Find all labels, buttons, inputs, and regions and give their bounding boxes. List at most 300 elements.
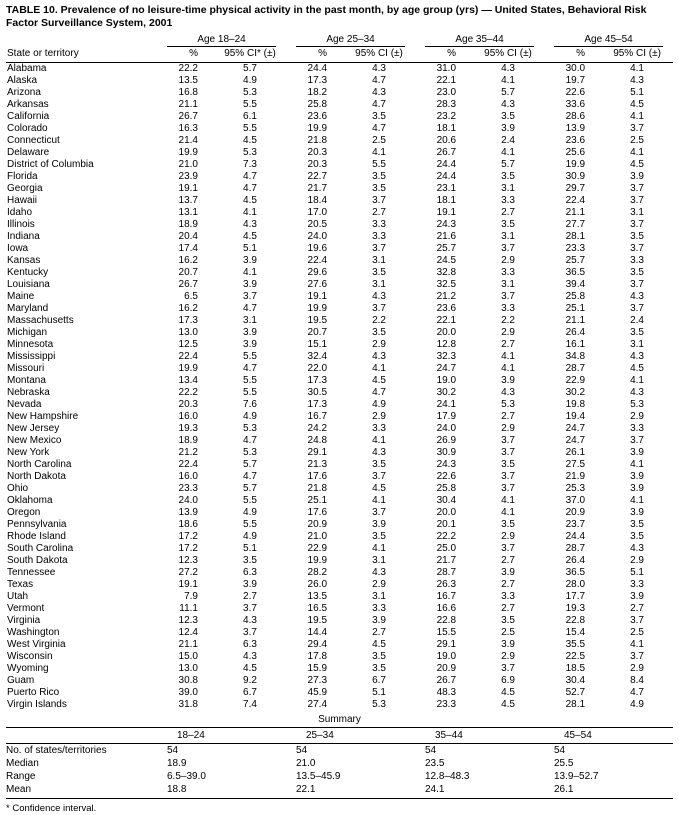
pct-value: 22.6 xyxy=(565,87,586,98)
ci-value: 5.7 xyxy=(501,159,515,170)
pct-value: 26.9 xyxy=(436,435,457,446)
ci-value: 2.9 xyxy=(501,423,515,434)
pct-value: 29.1 xyxy=(307,447,328,458)
ci-value: 3.1 xyxy=(372,591,386,602)
pct-value: 21.1 xyxy=(565,315,586,326)
pct-value: 17.2 xyxy=(178,543,198,554)
pct-value: 19.9 xyxy=(565,159,586,170)
pct-value: 26.7 xyxy=(436,147,457,158)
ci-value: 3.7 xyxy=(372,507,386,518)
pct-value: 16.2 xyxy=(178,303,198,314)
ci-value: 3.7 xyxy=(501,447,515,458)
pct-value: 20.6 xyxy=(436,135,457,146)
pct-value: 21.2 xyxy=(178,447,198,458)
pct-value: 22.9 xyxy=(565,375,586,386)
pct-value: 16.7 xyxy=(436,591,457,602)
summary-value: 23.5 xyxy=(425,758,445,769)
table-row xyxy=(6,303,673,315)
pct-value: 30.8 xyxy=(178,675,198,686)
ci-value: 3.9 xyxy=(372,519,386,530)
state-name: Texas xyxy=(7,579,34,590)
ci-value: 4.3 xyxy=(372,63,386,74)
pct-value: 28.1 xyxy=(565,231,586,242)
ci-value: 5.5 xyxy=(243,123,257,134)
ci-value: 3.5 xyxy=(630,531,644,542)
ci-value: 3.7 xyxy=(630,183,644,194)
ci-value: 4.1 xyxy=(501,351,515,362)
pct-value: 24.7 xyxy=(565,423,586,434)
ci-value: 2.5 xyxy=(630,627,644,638)
ci-value: 3.9 xyxy=(630,471,644,482)
table-row xyxy=(6,339,673,351)
ci-value: 2.9 xyxy=(372,339,386,350)
table-row xyxy=(6,555,673,567)
pct-value: 29.4 xyxy=(307,639,328,650)
pct-value: 13.0 xyxy=(178,663,198,674)
ci-value: 4.1 xyxy=(630,639,644,650)
age-group-label: Age 45–54 xyxy=(554,34,663,47)
ci-value: 4.5 xyxy=(243,231,257,242)
ci-value: 3.9 xyxy=(501,639,515,650)
table-row xyxy=(6,663,673,675)
pct-value: 19.5 xyxy=(307,615,328,626)
pct-value: 12.3 xyxy=(178,555,198,566)
summary-value: 54 xyxy=(167,745,179,756)
ci-column-header: 95% CI (±) xyxy=(601,47,673,63)
pct-value: 20.3 xyxy=(178,399,198,410)
pct-value: 19.0 xyxy=(436,375,457,386)
pct-value: 23.6 xyxy=(436,303,457,314)
state-name: Missouri xyxy=(7,363,45,374)
pct-value: 18.4 xyxy=(307,195,328,206)
pct-value: 22.7 xyxy=(307,171,328,182)
pct-value: 30.2 xyxy=(565,387,586,398)
pct-value: 22.5 xyxy=(565,651,586,662)
pct-value: 28.7 xyxy=(565,543,586,554)
state-name: District of Columbia xyxy=(7,159,94,170)
ci-value: 3.9 xyxy=(630,171,644,182)
state-name: Mississippi xyxy=(7,351,56,362)
ci-value: 3.9 xyxy=(630,591,644,602)
table-row xyxy=(6,171,673,183)
pct-value: 13.1 xyxy=(178,207,198,218)
table-row xyxy=(6,375,673,387)
pct-value: 17.3 xyxy=(307,399,328,410)
ci-value: 4.7 xyxy=(243,303,257,314)
ci-value: 4.9 xyxy=(630,699,644,710)
ci-value: 2.9 xyxy=(630,411,644,422)
ci-value: 3.5 xyxy=(630,267,644,278)
state-name: Arkansas xyxy=(7,99,49,110)
pct-value: 21.3 xyxy=(307,459,328,470)
ci-value: 3.1 xyxy=(372,279,386,290)
ci-value: 4.7 xyxy=(372,75,386,86)
pct-value: 30.4 xyxy=(565,675,586,686)
state-name: Maryland xyxy=(7,303,49,314)
pct-value: 26.4 xyxy=(565,327,586,338)
state-name: New York xyxy=(7,447,50,458)
ci-value: 4.3 xyxy=(501,99,515,110)
pct-value: 29.1 xyxy=(436,639,457,650)
pct-value: 24.4 xyxy=(307,63,328,74)
pct-value: 25.7 xyxy=(436,243,457,254)
ci-value: 4.5 xyxy=(630,99,644,110)
pct-value: 22.0 xyxy=(307,363,328,374)
pct-value: 52.7 xyxy=(565,687,586,698)
ci-value: 3.5 xyxy=(372,171,386,182)
pct-value: 21.7 xyxy=(307,183,328,194)
pct-value: 20.3 xyxy=(307,147,328,158)
state-name: Kentucky xyxy=(7,267,49,278)
ci-value: 3.9 xyxy=(243,327,257,338)
pct-value: 20.7 xyxy=(307,327,328,338)
spacer-cell xyxy=(6,728,157,744)
summary-value: 12.8–48.3 xyxy=(425,771,470,782)
pct-value: 20.9 xyxy=(436,663,457,674)
table-row xyxy=(6,459,673,471)
table-row xyxy=(6,255,673,267)
table-row xyxy=(6,651,673,663)
ci-value: 2.9 xyxy=(501,255,515,266)
summary-rows xyxy=(6,744,673,799)
state-name: Louisiana xyxy=(7,279,50,290)
pct-value: 20.9 xyxy=(565,507,586,518)
ci-value: 4.7 xyxy=(372,99,386,110)
ci-value: 3.9 xyxy=(501,567,515,578)
state-name: Utah xyxy=(7,591,29,602)
state-name: Indiana xyxy=(7,231,40,242)
pct-value: 25.1 xyxy=(565,303,586,314)
state-name: Oklahoma xyxy=(7,495,53,506)
pct-value: 22.4 xyxy=(565,195,586,206)
pct-value: 25.6 xyxy=(565,147,586,158)
pct-value: 19.1 xyxy=(178,183,198,194)
pct-value: 27.3 xyxy=(307,675,328,686)
ci-value: 4.5 xyxy=(243,195,257,206)
ci-value: 4.3 xyxy=(372,87,386,98)
ci-value: 4.7 xyxy=(243,171,257,182)
footnote: * Confidence interval. xyxy=(6,803,97,814)
ci-value: 7.3 xyxy=(243,159,257,170)
ci-value: 5.3 xyxy=(243,147,257,158)
pct-value: 31.0 xyxy=(436,63,457,74)
table-row xyxy=(6,351,673,363)
pct-value: 28.0 xyxy=(565,579,586,590)
state-name: West Virginia xyxy=(7,639,66,650)
table-row xyxy=(6,99,673,111)
ci-value: 3.5 xyxy=(372,531,386,542)
pct-value: 22.1 xyxy=(436,315,457,326)
ci-value: 3.7 xyxy=(501,291,515,302)
pct-value: 24.4 xyxy=(565,531,586,542)
pct-value: 18.1 xyxy=(436,195,457,206)
ci-value: 5.1 xyxy=(243,243,257,254)
state-name: Nebraska xyxy=(7,387,50,398)
pct-value: 20.7 xyxy=(178,267,198,278)
ci-value: 3.1 xyxy=(501,279,515,290)
ci-value: 3.1 xyxy=(372,255,386,266)
pct-value: 30.5 xyxy=(307,387,328,398)
pct-value: 25.8 xyxy=(436,483,457,494)
table-row xyxy=(6,639,673,651)
table-row xyxy=(6,471,673,483)
percent-column-header: % xyxy=(286,47,343,63)
column-header-row xyxy=(6,47,673,63)
pct-value: 23.0 xyxy=(436,87,457,98)
ci-value: 4.9 xyxy=(372,399,386,410)
ci-value: 5.1 xyxy=(630,567,644,578)
pct-value: 33.6 xyxy=(565,99,586,110)
ci-value: 4.1 xyxy=(630,375,644,386)
ci-value: 4.5 xyxy=(630,159,644,170)
pct-value: 32.3 xyxy=(436,351,457,362)
ci-value: 5.5 xyxy=(372,159,386,170)
table-row xyxy=(6,591,673,603)
state-name: Wyoming xyxy=(7,663,49,674)
ci-value: 3.7 xyxy=(630,243,644,254)
pct-value: 31.8 xyxy=(178,699,198,710)
pct-value: 30.2 xyxy=(436,387,457,398)
pct-value: 26.3 xyxy=(436,579,457,590)
pct-value: 19.6 xyxy=(307,243,328,254)
pct-value: 21.1 xyxy=(178,639,198,650)
ci-value: 3.7 xyxy=(372,303,386,314)
pct-value: 17.6 xyxy=(307,507,328,518)
pct-value: 45.9 xyxy=(307,687,328,698)
pct-value: 22.8 xyxy=(436,615,457,626)
ci-value: 3.5 xyxy=(501,171,515,182)
ci-value: 3.7 xyxy=(501,543,515,554)
pct-value: 24.0 xyxy=(307,231,328,242)
ci-value: 3.9 xyxy=(243,339,257,350)
ci-value: 4.5 xyxy=(372,375,386,386)
table-row xyxy=(6,291,673,303)
ci-value: 5.5 xyxy=(243,351,257,362)
table-row xyxy=(6,627,673,639)
table-row xyxy=(6,447,673,459)
ci-value: 4.7 xyxy=(372,387,386,398)
pct-value: 24.7 xyxy=(565,435,586,446)
ci-value: 4.3 xyxy=(243,219,257,230)
pct-value: 24.0 xyxy=(178,495,198,506)
ci-value: 2.2 xyxy=(372,315,386,326)
state-name: South Dakota xyxy=(7,555,68,566)
ci-value: 3.7 xyxy=(501,483,515,494)
pct-value: 17.8 xyxy=(307,651,328,662)
pct-value: 26.0 xyxy=(307,579,328,590)
pct-value: 39.0 xyxy=(178,687,198,698)
pct-value: 16.3 xyxy=(178,123,198,134)
ci-value: 3.9 xyxy=(243,255,257,266)
table-row xyxy=(6,399,673,411)
ci-value: 3.5 xyxy=(501,219,515,230)
pct-value: 17.9 xyxy=(436,411,457,422)
ci-value: 3.5 xyxy=(372,459,386,470)
pct-value: 48.3 xyxy=(436,687,457,698)
ci-value: 3.7 xyxy=(630,279,644,290)
pct-value: 39.4 xyxy=(565,279,586,290)
pct-value: 28.3 xyxy=(436,99,457,110)
state-name: California xyxy=(7,111,50,122)
ci-value: 5.5 xyxy=(243,519,257,530)
pct-value: 34.8 xyxy=(565,351,586,362)
ci-value: 3.3 xyxy=(372,219,386,230)
table-row xyxy=(6,231,673,243)
pct-value: 36.5 xyxy=(565,567,586,578)
pct-value: 21.1 xyxy=(565,207,586,218)
pct-value: 30.4 xyxy=(436,495,457,506)
pct-value: 17.6 xyxy=(307,471,328,482)
ci-value: 6.7 xyxy=(372,675,386,686)
ci-value: 3.7 xyxy=(501,243,515,254)
ci-value: 3.9 xyxy=(501,123,515,134)
state-name: New Hampshire xyxy=(7,411,79,422)
pct-value: 32.5 xyxy=(436,279,457,290)
pct-value: 23.9 xyxy=(178,171,198,182)
ci-value: 3.9 xyxy=(630,483,644,494)
ci-value: 4.1 xyxy=(630,111,644,122)
state-name: Ohio xyxy=(7,483,29,494)
pct-value: 27.6 xyxy=(307,279,328,290)
ci-value: 4.7 xyxy=(243,435,257,446)
ci-value: 6.3 xyxy=(243,639,257,650)
pct-value: 12.8 xyxy=(436,339,457,350)
pct-value: 22.2 xyxy=(178,387,198,398)
summary-header-row xyxy=(6,728,673,744)
pct-value: 29.6 xyxy=(307,267,328,278)
ci-value: 2.5 xyxy=(501,627,515,638)
ci-value: 5.5 xyxy=(243,495,257,506)
ci-value: 2.9 xyxy=(372,579,386,590)
pct-value: 23.1 xyxy=(436,183,457,194)
summary-value: 13.9–52.7 xyxy=(554,771,599,782)
pct-value: 24.7 xyxy=(436,363,457,374)
pct-value: 24.0 xyxy=(436,423,457,434)
state-name: Pennsylvania xyxy=(7,519,67,530)
table-row xyxy=(6,363,673,375)
ci-value: 2.7 xyxy=(372,627,386,638)
ci-value: 5.5 xyxy=(243,375,257,386)
ci-value: 5.7 xyxy=(243,483,257,494)
pct-value: 19.9 xyxy=(178,147,198,158)
table-row xyxy=(6,495,673,507)
ci-value: 4.3 xyxy=(372,291,386,302)
state-name: Puerto Rico xyxy=(7,687,60,698)
pct-value: 21.4 xyxy=(178,135,198,146)
pct-value: 22.9 xyxy=(307,543,328,554)
ci-value: 4.3 xyxy=(630,543,644,554)
pct-value: 19.4 xyxy=(565,411,586,422)
pct-value: 18.5 xyxy=(565,663,586,674)
ci-value: 4.5 xyxy=(243,663,257,674)
pct-value: 23.7 xyxy=(565,519,586,530)
ci-value: 3.5 xyxy=(372,663,386,674)
ci-value: 4.7 xyxy=(243,363,257,374)
pct-value: 22.2 xyxy=(436,531,457,542)
ci-value: 4.5 xyxy=(630,363,644,374)
pct-value: 15.0 xyxy=(178,651,198,662)
table-row xyxy=(6,615,673,627)
summary-row-label: Range xyxy=(6,771,36,782)
table-row xyxy=(6,63,673,76)
pct-value: 29.7 xyxy=(565,183,586,194)
ci-value: 3.7 xyxy=(372,195,386,206)
prevalence-table xyxy=(6,34,673,711)
ci-value: 2.5 xyxy=(630,135,644,146)
ci-value: 4.3 xyxy=(630,75,644,86)
age-group-label: Age 35–44 xyxy=(425,34,534,47)
pct-value: 22.8 xyxy=(565,615,586,626)
ci-value: 3.3 xyxy=(630,423,644,434)
ci-value: 5.1 xyxy=(372,687,386,698)
pct-value: 19.1 xyxy=(178,579,198,590)
state-name: Montana xyxy=(7,375,46,386)
ci-value: 2.9 xyxy=(630,555,644,566)
ci-value: 4.1 xyxy=(501,495,515,506)
ci-value: 3.7 xyxy=(630,435,644,446)
state-name: Minnesota xyxy=(7,339,54,350)
summary-row-label: Mean xyxy=(6,783,157,799)
state-name: Illinois xyxy=(7,219,35,230)
summary-value: 18.8 xyxy=(157,783,286,799)
ci-value: 3.9 xyxy=(630,447,644,458)
pct-value: 16.6 xyxy=(436,603,457,614)
pct-value: 36.5 xyxy=(565,267,586,278)
ci-value: 4.1 xyxy=(501,75,515,86)
table-row xyxy=(6,219,673,231)
pct-value: 37.0 xyxy=(565,495,586,506)
summary-value: 26.1 xyxy=(544,783,673,799)
ci-value: 3.7 xyxy=(372,471,386,482)
pct-value: 19.3 xyxy=(178,423,198,434)
ci-column-header: 95% CI* (±) xyxy=(214,47,286,63)
summary-value: 25.5 xyxy=(554,758,574,769)
ci-value: 4.7 xyxy=(243,471,257,482)
ci-value: 2.7 xyxy=(501,339,515,350)
ci-value: 4.1 xyxy=(372,495,386,506)
summary-row xyxy=(6,744,673,758)
ci-value: 5.3 xyxy=(243,87,257,98)
state-name: Nevada xyxy=(7,399,42,410)
pct-value: 23.6 xyxy=(307,111,328,122)
state-name: Hawaii xyxy=(7,195,38,206)
table-row xyxy=(6,435,673,447)
ci-value: 2.9 xyxy=(372,411,386,422)
ci-value: 4.1 xyxy=(372,147,386,158)
pct-value: 28.7 xyxy=(565,363,586,374)
ci-value: 7.4 xyxy=(243,699,257,710)
ci-value: 3.3 xyxy=(501,267,515,278)
ci-value: 3.7 xyxy=(630,219,644,230)
pct-value: 30.9 xyxy=(436,447,457,458)
ci-value: 2.7 xyxy=(501,603,515,614)
pct-value: 19.5 xyxy=(307,315,328,326)
ci-value: 3.5 xyxy=(501,615,515,626)
state-name: Georgia xyxy=(7,183,43,194)
ci-value: 3.3 xyxy=(501,591,515,602)
ci-value: 3.9 xyxy=(501,375,515,386)
pct-value: 28.1 xyxy=(565,699,586,710)
pct-value: 19.9 xyxy=(307,123,328,134)
summary-row xyxy=(6,770,673,783)
ci-value: 3.5 xyxy=(372,651,386,662)
age-group-header-35-44 xyxy=(415,34,544,47)
pct-value: 12.3 xyxy=(178,615,198,626)
table-row xyxy=(6,147,673,159)
table-row xyxy=(6,411,673,423)
ci-value: 2.2 xyxy=(501,315,515,326)
ci-value: 8.4 xyxy=(630,675,644,686)
